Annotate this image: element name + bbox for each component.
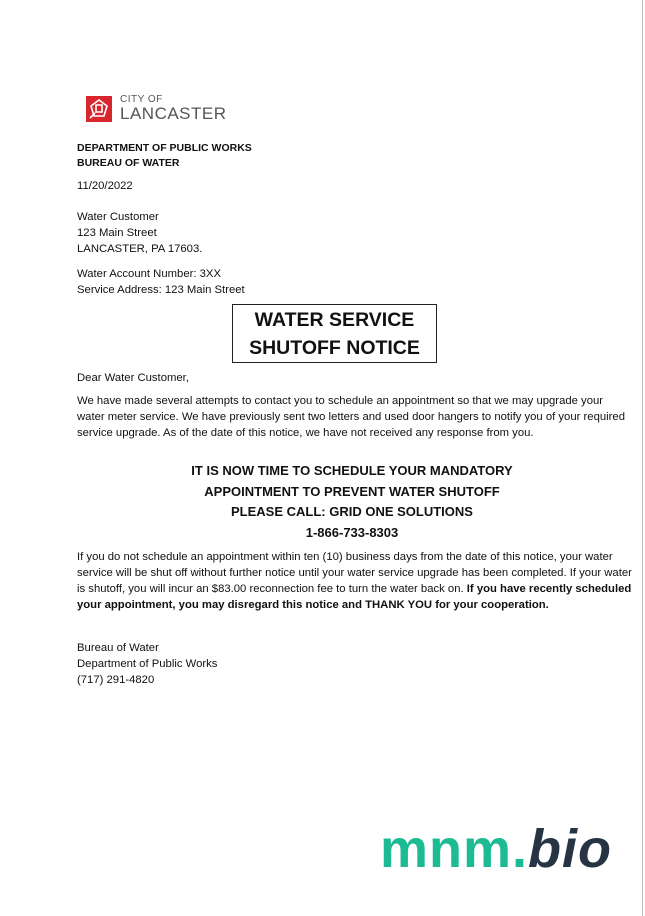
logo-lancaster: LANCASTER [120, 104, 227, 123]
title-line-1: WATER SERVICE [254, 309, 415, 331]
account-info [77, 266, 245, 298]
body-paragraph-1: We have made several attempts to contact you to schedule an appointment so that we may upgrade your water meter service. We have previously sent two letters and used door hangers to notify you of your required service upgrade. As of the date of this notice, we have not received any response from you. [77, 395, 625, 439]
recipient-address [77, 209, 202, 257]
body-paragraph-2 [77, 549, 632, 613]
bureau-name: BUREAU OF WATER [77, 157, 180, 169]
recipient-name: Water Customer [77, 211, 159, 223]
shutoff-warning: If you do not schedule an appointment within ten (10) business days from the date of this notice, your water service will be shut off without further notice until your water service upgrade has been completed. If your water is shutoff, you will incur an $83.00 reconnection fee to turn the water back on. [77, 551, 632, 595]
salutation: Dear Water Customer, [77, 372, 189, 384]
department-name: DEPARTMENT OF PUBLIC WORKS [77, 142, 252, 154]
account-number: Water Account Number: 3XX [77, 268, 221, 280]
callout-phone: 1-866-733-8303 [305, 524, 399, 540]
watermark-bio: bio [528, 819, 613, 879]
signoff [77, 640, 217, 688]
disregard-note: If you have recently scheduled your appointment, you may disregard this notice and THANK YOU for your cooperation. [77, 583, 632, 611]
letter-date: 11/20/2022 [77, 180, 133, 192]
callout-line-3: PLEASE CALL: GRID ONE SOLUTIONS [231, 504, 473, 519]
signoff-bureau: Bureau of Water [77, 642, 159, 654]
title-line-2: SHUTOFF NOTICE [249, 337, 420, 359]
watermark-mnm: mnm. [380, 819, 529, 879]
logo-city-of: CITY OF [120, 94, 163, 105]
watermark [380, 818, 612, 880]
recipient-street: 123 Main Street [77, 227, 157, 239]
callout-line-2: APPOINTMENT TO PREVENT WATER SHUTOFF [204, 483, 500, 499]
signoff-department: Department of Public Works [77, 658, 218, 670]
rose-logo-icon [86, 96, 112, 122]
recipient-city: LANCASTER, PA 17603. [77, 243, 203, 255]
city-logo [86, 95, 227, 122]
page-edge [642, 0, 643, 916]
notice-title-box [232, 304, 437, 363]
callout-line-1: IT IS NOW TIME TO SCHEDULE YOUR MANDATORY [191, 463, 513, 478]
service-address: Service Address: 123 Main Street [77, 284, 245, 296]
callout [77, 461, 627, 543]
signoff-phone: (717) 291-4820 [77, 674, 155, 686]
